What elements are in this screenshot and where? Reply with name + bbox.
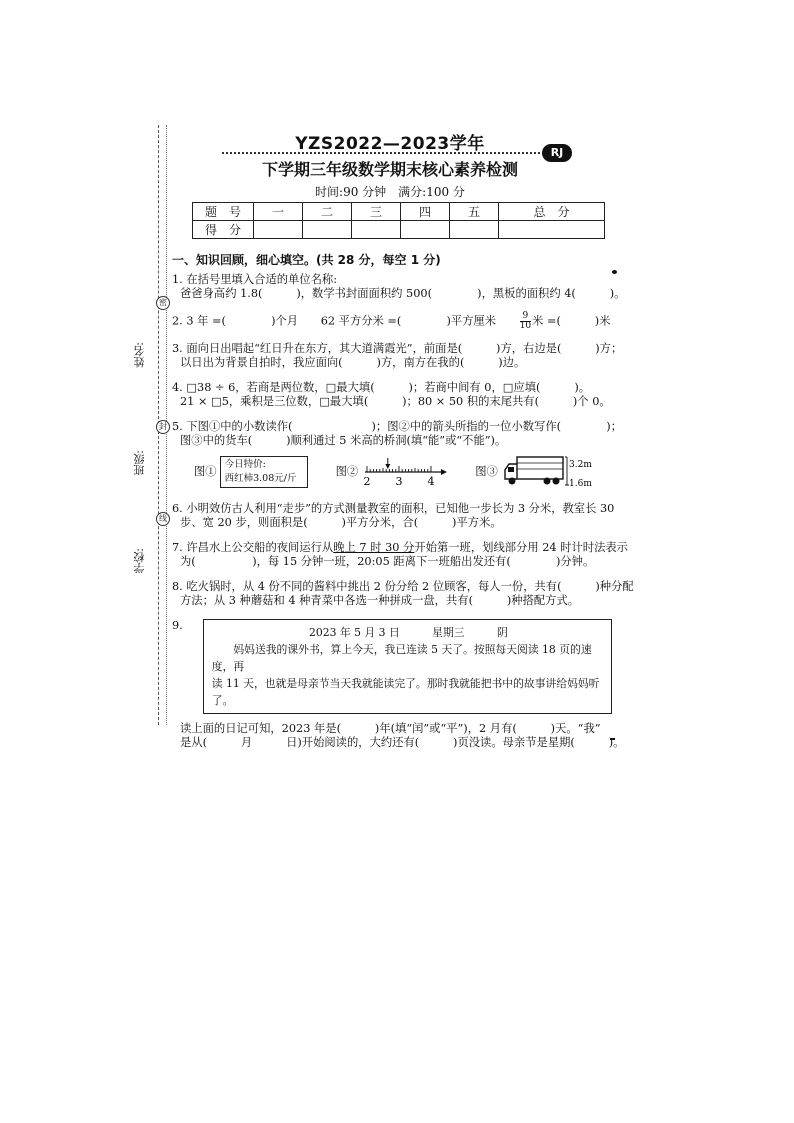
table-cell: 五	[450, 203, 499, 221]
seal-circle: 线	[156, 512, 170, 526]
table-cell: 题 号	[193, 203, 254, 221]
question-text: 3. 面向日出唱起“红日升在东方，其大道满霞光”，前面是( )方，右边是( )方；	[172, 342, 623, 355]
school-label: 学校:	[133, 548, 146, 574]
score-input-cell[interactable]	[450, 221, 499, 239]
score-input-cell[interactable]	[401, 221, 450, 239]
question-text: 米 =( )米	[532, 314, 611, 328]
number-line-figure	[361, 456, 447, 488]
table-cell: 二	[303, 203, 352, 221]
table-cell: 四	[401, 203, 450, 221]
table-cell: 得 分	[193, 221, 254, 239]
diary-date: 2023 年 5 月 3 日 星期三 阴	[309, 626, 508, 639]
truck-cargo-icon	[517, 457, 563, 479]
score-input-cell[interactable]	[254, 221, 303, 239]
height-label: 1.6m	[568, 479, 592, 489]
wheel-icon	[552, 478, 559, 485]
question-text: 1. 在括号里填入合适的单位名称:	[172, 273, 338, 286]
question-text: 步、宽 20 步，则面积是( )平方分米，合( )平方米。	[180, 516, 502, 529]
question-text: 4. □38 ÷ 6，若商是两位数，□最大填( )；若商中间有 0，□应填( )。	[172, 381, 591, 394]
table-row	[193, 221, 605, 239]
fraction	[520, 312, 531, 331]
diary-text: 读 11 天，也就是母亲节当天我就能读完了。那时我就能把书中的故事讲给妈妈听了。	[211, 677, 600, 707]
title-divider	[222, 152, 544, 154]
wheel-icon	[543, 478, 550, 485]
underlined-time: 晚上 7 时 30 分	[333, 541, 415, 554]
section-heading: 一、知识回顾，细心填空。(共 28 分，每空 1 分)	[172, 253, 441, 267]
table-cell: 总 分	[499, 203, 605, 221]
question-text: 7. 许昌水上公交船的夜间运行从	[172, 541, 334, 554]
edition-badge: RJ	[542, 144, 572, 162]
question-5	[172, 420, 622, 448]
question-text: 开始第一班，划线部分用 24 时计时法表示	[414, 541, 628, 554]
question-text: 图③中的货车( )顺利通过 5 米高的桥洞(填“能”或“不能”)。	[180, 434, 507, 447]
time-and-score: 时间:90 分钟 满分:100 分	[315, 185, 465, 199]
tick-label: 4	[427, 475, 435, 488]
question-9-prompt	[172, 722, 625, 750]
question-text: 方法；从 3 种蘑菇和 4 种青菜中各选一种拼成一盘，共有( )种搭配方式。	[180, 594, 580, 607]
figure-row	[194, 452, 612, 492]
tick-label: 2	[363, 475, 371, 488]
question-2	[172, 312, 612, 331]
question-number: 9.	[172, 619, 183, 632]
tick-label: 3	[395, 475, 403, 488]
figure-label: 图②	[335, 465, 359, 478]
question-text: 8. 吃火锅时，从 4 份不同的酱料中挑出 2 份分给 2 位顾客，每人一份，共有( )种分配	[172, 580, 634, 593]
diary-text: 妈妈送我的课外书，算上今天，我已连读 5 天了。按照每天阅读 18 页的速度，再	[211, 643, 592, 673]
score-input-cell[interactable]	[303, 221, 352, 239]
name-label: 姓名:	[133, 342, 146, 368]
question-text	[172, 312, 612, 331]
seal-circle: 封	[156, 420, 170, 434]
question-text: 2. 3 年 =( )个月 62 平方分米 =( )平方厘米	[172, 314, 519, 328]
question-text: 6. 小明效仿古人利用“走步”的方式测量教室的面积，已知他一步长为 3 分米，教室长 30	[172, 502, 615, 515]
score-table	[192, 202, 605, 239]
question-text: 21 × □5，乘积是三位数，□最大填( )；80 × 50 积的末尾共有( )个 0。	[180, 395, 611, 408]
table-cell: 一	[254, 203, 303, 221]
fraction-denominator: 10	[519, 321, 532, 331]
height-label: 3.2m	[568, 460, 592, 470]
truck-figure	[501, 455, 593, 489]
question-area	[172, 253, 634, 761]
question-text: 爸爸身高约 1.8( )，数学书封面面积约 500( )，黑板的面积约 4( )。	[180, 287, 626, 300]
score-input-cell[interactable]	[499, 221, 605, 239]
question-text: 以日出为背景自拍时，我应面向( )方，南方在我的( )边。	[180, 356, 526, 369]
question-7	[172, 541, 628, 569]
figure-label: 图③	[475, 465, 498, 478]
exam-title: YZS2022—2023学年	[295, 134, 485, 154]
class-label: 班级:	[133, 450, 146, 476]
question-text: 5. 下图①中的小数读作( )；图②中的箭头所指的一位小数写作( )；	[172, 420, 622, 433]
exam-subtitle: 下学期三年级数学期末核心素养检测	[261, 160, 518, 179]
scan-mark	[612, 270, 617, 274]
price-sign-text: 西红柿3.08元/斤	[224, 473, 297, 484]
question-1	[172, 273, 626, 301]
question-6	[172, 502, 615, 530]
question-8	[172, 580, 634, 608]
question-text: 读上面的日记可知，2023 年是( )年(填“闰”或“平”)，2 月有( )天。“我”	[180, 722, 601, 735]
question-text: 为( )，每 15 分钟一班，20:05 距离下一班船出发还有( )分钟。	[180, 555, 595, 568]
price-sign-title: 今日特价:	[224, 459, 266, 470]
table-cell: 三	[352, 203, 401, 221]
question-text: 是从( 月 日)开始阅读的，大约还有( )页没读。母亲节是星期( )。	[180, 736, 625, 749]
seal-circle: 密	[156, 296, 170, 310]
question-3	[172, 342, 623, 370]
fraction-numerator: 9	[520, 312, 531, 322]
price-sign	[220, 456, 308, 488]
question-text	[172, 541, 628, 555]
question-4	[172, 381, 612, 409]
question-9	[172, 619, 612, 714]
score-input-cell[interactable]	[352, 221, 401, 239]
diary-box	[203, 619, 612, 714]
figure-label: 图①	[194, 465, 217, 478]
wheel-icon	[508, 478, 515, 485]
arrow-down-icon	[386, 464, 391, 469]
table-row	[193, 203, 605, 221]
